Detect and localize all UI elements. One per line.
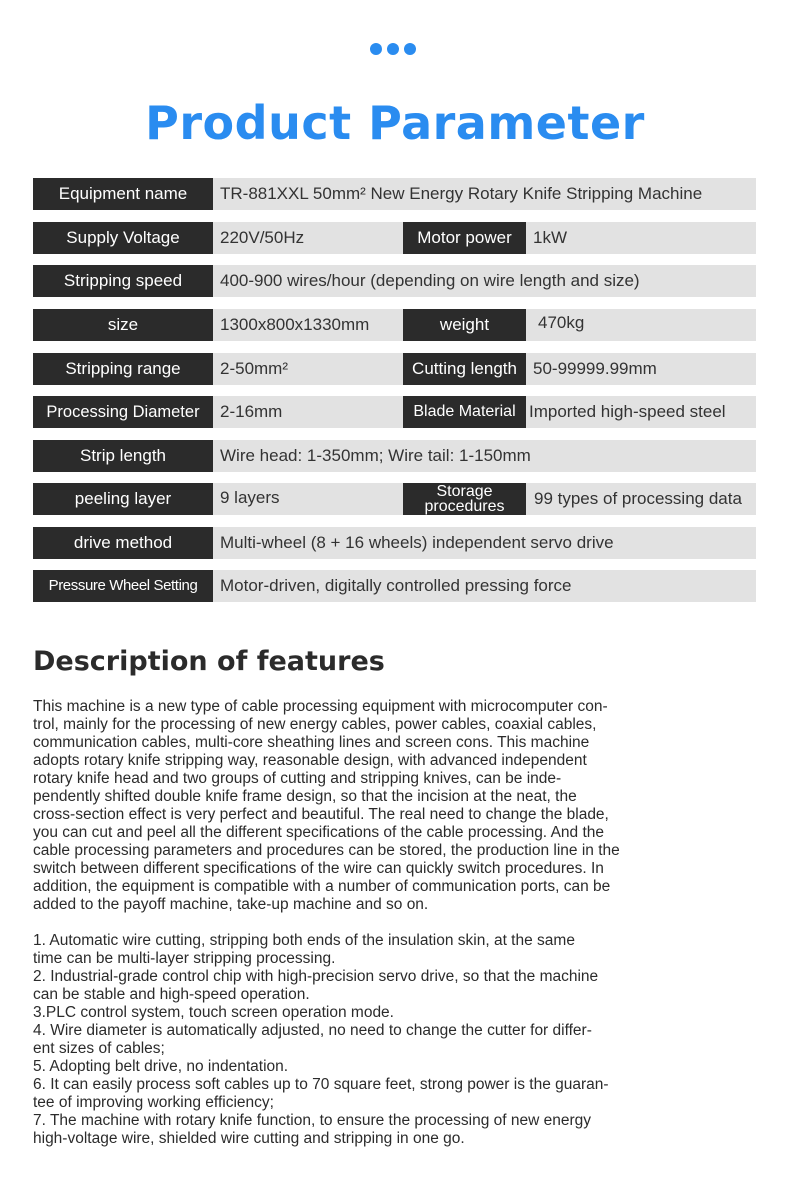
param-label: Equipment name (33, 178, 213, 210)
param-label: Stripping speed (33, 265, 213, 297)
param-label: Pressure Wheel Setting (33, 570, 213, 602)
text-line: cable processing parameters and procedures can be stored, the production line in the (33, 842, 620, 859)
param-row-drive-method (33, 527, 756, 559)
param-row-equipment-name (33, 178, 756, 210)
feature-line: 1. Automatic wire cutting, stripping both ends of the insulation skin, at the same (33, 932, 575, 949)
dot (404, 43, 416, 55)
param-label: peeling layer (33, 483, 213, 515)
param-row-size (33, 309, 756, 341)
param-value: Wire head: 1-350mm; Wire tail: 1-150mm (220, 446, 531, 465)
page-title: Product Parameter (145, 96, 645, 150)
feature-line: can be stable and high-speed operation. (33, 986, 310, 1003)
param-row-stripping-range (33, 353, 756, 385)
text-line: pendently shifted double knife frame design, so that the incision at the neat, the (33, 788, 577, 805)
param-label: Stripping range (33, 353, 213, 385)
param-label: Cutting length (403, 353, 526, 385)
text-line: you can cut and peel all the different specifications of the cable processing. And the (33, 824, 605, 841)
feature-line: ent sizes of cables; (33, 1040, 165, 1057)
decorative-dots (370, 43, 416, 55)
param-value: Imported high-speed steel (529, 402, 726, 421)
text-line: switch between different specifications of the wire can quickly switch procedures. In (33, 860, 604, 877)
param-row-supply-voltage (33, 222, 756, 254)
param-value: 1kW (533, 228, 567, 247)
param-value: 2-16mm (220, 402, 283, 421)
param-row-strip-length (33, 440, 756, 472)
dot (370, 43, 382, 55)
features-list (33, 932, 757, 1148)
param-value: 400-900 wires/hour (depending on wire length and size) (220, 271, 640, 290)
param-row-peeling-layer (33, 483, 756, 515)
param-label: Blade Material (403, 396, 526, 428)
param-value: 99 types of processing data (534, 489, 742, 508)
feature-line: 3.PLC control system, touch screen operation mode. (33, 1004, 394, 1021)
param-label: size (33, 309, 213, 341)
param-value: Motor-driven, digitally controlled pressing force (220, 576, 572, 595)
dot (387, 43, 399, 55)
text-line: This machine is a new type of cable processing equipment with microcomputer con- (33, 698, 608, 715)
feature-line: 6. It can easily process soft cables up to 70 square feet, strong power is the guaran- (33, 1076, 609, 1093)
param-value: 9 layers (220, 488, 280, 507)
param-label: Strip length (33, 440, 213, 472)
description-paragraph (33, 698, 757, 914)
feature-line: time can be multi-layer stripping processing. (33, 950, 336, 967)
param-value: Multi-wheel (8 + 16 wheels) independent servo drive (220, 533, 614, 552)
param-label: drive method (33, 527, 213, 559)
param-row-pressure-wheel (33, 570, 756, 602)
label-line: procedures (424, 498, 505, 515)
param-value: 220V/50Hz (220, 228, 305, 247)
text-line: communication cables, multi-core sheathing lines and screen cons. This machine (33, 734, 590, 751)
param-value: TR-881XXL 50mm² New Energy Rotary Knife Stripping Machine (220, 184, 703, 203)
param-label: weight (403, 309, 526, 341)
text-line: addition, the equipment is compatible with a number of communication ports, can be (33, 878, 611, 895)
param-value: 50-99999.99mm (533, 359, 657, 378)
text-line: trol, mainly for the processing of new energy cables, power cables, coaxial cables, (33, 716, 597, 733)
param-value: 2-50mm² (220, 359, 289, 378)
text-line: added to the payoff machine, take-up machine and so on. (33, 896, 429, 913)
param-row-stripping-speed (33, 265, 756, 297)
label-line: Storage (436, 483, 493, 500)
text-line: adopts rotary knife stripping way, reasonable design, with advanced independent (33, 752, 587, 769)
feature-line: 5. Adopting belt drive, no indentation. (33, 1058, 289, 1075)
text-line: rotary knife head and two groups of cutting and stripping knives, can be inde- (33, 770, 562, 787)
param-label-storage-procedures (403, 483, 526, 515)
feature-line: 2. Industrial-grade control chip with high-precision servo drive, so that the machine (33, 968, 599, 985)
feature-line: 4. Wire diameter is automatically adjusted, no need to change the cutter for differ- (33, 1022, 592, 1039)
param-label: Motor power (403, 222, 526, 254)
param-value: 1300x800x1330mm (220, 315, 370, 334)
section-heading: Description of features (33, 646, 385, 677)
feature-line: tee of improving working efficiency; (33, 1094, 274, 1111)
param-value: 470kg (538, 313, 585, 332)
param-row-processing-diameter (33, 396, 756, 428)
feature-line: 7. The machine with rotary knife function, to ensure the processing of new energy (33, 1112, 592, 1129)
text-line: cross-section effect is very perfect and beautiful. The real need to change the blade, (33, 806, 609, 823)
feature-line: high-voltage wire, shielded wire cutting and stripping in one go. (33, 1130, 465, 1147)
param-label: Processing Diameter (33, 396, 213, 428)
param-label: Supply Voltage (33, 222, 213, 254)
